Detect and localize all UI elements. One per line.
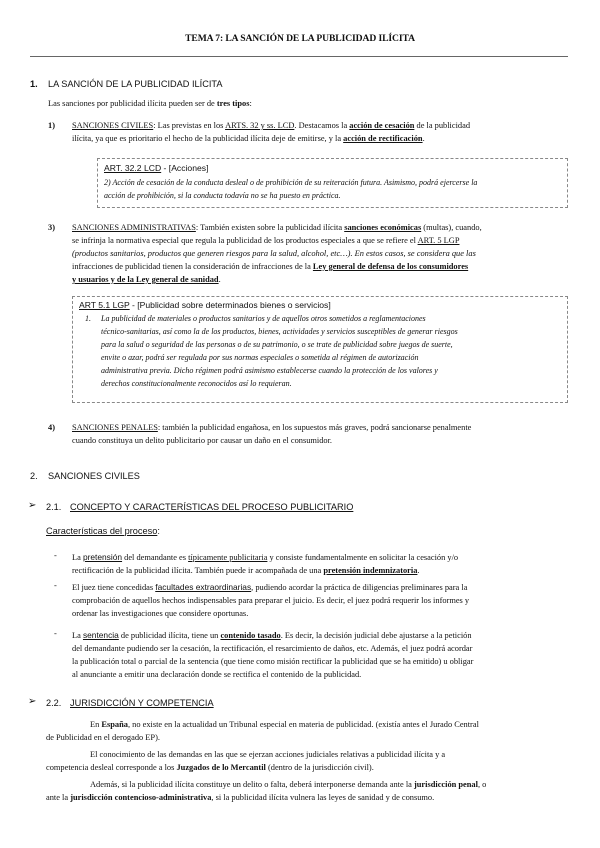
para-1-line2: de Publicidad en el derogado EP). (46, 733, 160, 742)
bullet-3-line1: La sentencia de publicidad ilícita, tiene un contenido tasado. Es decir, la decisión judicial debe ajustarse a la petición (72, 630, 472, 640)
page-title: TEMA 7: LA SANCIÓN DE LA PUBLICIDAD ILÍCITA (185, 33, 415, 44)
bullet-1-line1: La pretensión del demandante es típicamente publicitaria y consiste fundamentalmente en solicitar la cesación y/o (72, 552, 459, 562)
bullet-2-line2: comprobación de aquellos hechos indispensables para preparar el juicio. Es decir, el juez podrá requerir los informes y (72, 596, 470, 605)
box-line: administrativa previa. Dicho régimen podrá asimismo establecerse cuando la protección de los valores y (101, 366, 438, 375)
section-1-number: 1. (30, 79, 38, 89)
item-civiles-line1: SANCIONES CIVILES: Las previstas en los ARTS. 32 y ss. LCD. Destacamos la acción de cesación de la publicidad (72, 121, 471, 130)
quote-box-art-5 (72, 296, 568, 403)
para-3-line1: Además, si la publicidad ilícita constituye un delito o falta, deberá interponerse demanda ante la jurisdicción penal, o (90, 780, 487, 789)
item-admin-line3: (productos sanitarios, productos que generen riesgos para la salud, alcohol, etc…). En estos casos, se considera que las (72, 249, 476, 258)
item-penales-line1: SANCIONES PENALES: también la publicidad engañosa, en los supuestos más graves, podrá sancionarse penalmente (72, 423, 472, 432)
box-list-number: 1. (85, 314, 91, 323)
quote-box-art-32 (97, 158, 568, 208)
item-admin-line1: SANCIONES ADMINISTRATIVAS: También existen sobre la publicidad ilícita sanciones económicas (multas), cuando, (72, 223, 482, 232)
section-2-1-heading: CONCEPTO Y CARACTERÍSTICAS DEL PROCESO PUBLICITARIO (70, 502, 354, 512)
box-line: 2) Acción de cesación de la conducta desleal o de prohibición de su reiteración futura. Asimismo, podrá ejercerse la (104, 178, 478, 187)
item-admin-line2: se infrinja la normativa especial que regula la publicidad de los productos especiales a que se refiere el ART. 5 LGP (72, 236, 460, 245)
para-2-line2: competencia desleal corresponde a los Juzgados de lo Mercantil (dentro de la jurisdicción civil). (46, 763, 374, 772)
item-admin-line4: infracciones de publicidad tienen la consideración de infracciones de la Ley general de defensa de los consumidores (72, 262, 469, 271)
item-1-number: 1) (48, 121, 55, 130)
item-penales-line2: cuando constituya un delito publicitario por causar un daño en el consumidor. (72, 436, 333, 445)
section-2-2-number: 2.2. (46, 698, 62, 708)
arrow-bullet-icon: ➢ (28, 696, 37, 707)
dash-bullet: - (54, 581, 57, 590)
item-civiles-line2: ilícita, ya que es prioritario el hecho de la publicidad ilícita deje de emitirse, y la acción de rectificación. (72, 134, 425, 143)
box-line: para la salud o seguridad de las personas o de su patrimonio, o se trate de publicidad sobre juegos de suerte, (101, 340, 453, 349)
para-2-line1: El conocimiento de las demandas en las que se ejerzan acciones judiciales relativas a publicidad ilícita y a (90, 750, 446, 759)
section-2-heading: SANCIONES CIVILES (48, 471, 140, 481)
bullet-3-line3: la publicación total o parcial de la sentencia (que tiene como misión rectificar la publicidad que se ha emitido) u obligar (72, 657, 474, 666)
bullet-3-line4: al anunciante a emitir una declaración donde se rectifica el contenido de la publicidad. (72, 670, 362, 679)
section-1-intro: Las sanciones por publicidad ilícita pueden ser de tres tipos: (48, 99, 252, 108)
title-divider (30, 56, 568, 57)
box-line: derechos constitucionalmente reconocidos así lo requieran. (101, 379, 292, 388)
box-heading: ART 5.1 LGP - [Publicidad sobre determinados bienes o servicios] (79, 300, 331, 310)
subheading-caracteristicas: Características del proceso: (46, 526, 160, 536)
item-admin-line5: y usuarios y de la Ley general de sanidad. (72, 275, 221, 284)
para-1-line1: En España, no existe en la actualidad un Tribunal especial en materia de publicidad. (existía antes el Jurado Central (90, 720, 479, 729)
section-2-number: 2. (30, 471, 38, 481)
box-line: técnico-sanitarias, así como la de los productos, bienes, actividades y servicios susceptibles de generar riesgos (101, 327, 458, 336)
bullet-2-line3: ordenar las investigaciones que considere oportunas. (72, 609, 249, 618)
dash-bullet: - (54, 629, 57, 638)
box-line: acción de prohibición, si la conducta todavía no se ha puesto en práctica. (104, 191, 341, 200)
dash-bullet: - (54, 551, 57, 560)
box-line: envite o azar, podrá ser regulada por sus normas especiales o sometida al régimen de autorización (101, 353, 419, 362)
item-4-number: 4) (48, 423, 55, 432)
section-2-2-heading: JURISDICCIÓN Y COMPETENCIA (70, 698, 214, 708)
bullet-1-line2: rectificación de la publicidad ilícita. También puede ir acompañada de una pretensión indemnizatoria. (72, 566, 420, 575)
arrow-bullet-icon: ➢ (28, 500, 37, 511)
bullet-3-line2: del demandante pudiendo ser la cesación, la rectificación, el resarcimiento de daños, etc. Además, el juez podrá acordar (72, 644, 473, 653)
section-1-heading: LA SANCIÓN DE LA PUBLICIDAD ILÍCITA (48, 79, 223, 89)
bullet-2-line1: El juez tiene concedidas facultades extraordinarias, pudiendo acordar la práctica de diligencias preliminares para la (72, 582, 468, 592)
box-line: La publicidad de materiales o productos sanitarios y de aquellos otros sometidos a reglamentaciones (101, 314, 426, 323)
item-3-number: 3) (48, 223, 55, 232)
box-heading: ART. 32.2 LCD - [Acciones] (104, 163, 209, 173)
section-2-1-number: 2.1. (46, 502, 62, 512)
para-3-line2: ante la jurisdicción contencioso-administrativa, si la publicidad ilícita vulnera las leyes de sanidad y de consumo. (46, 793, 435, 802)
